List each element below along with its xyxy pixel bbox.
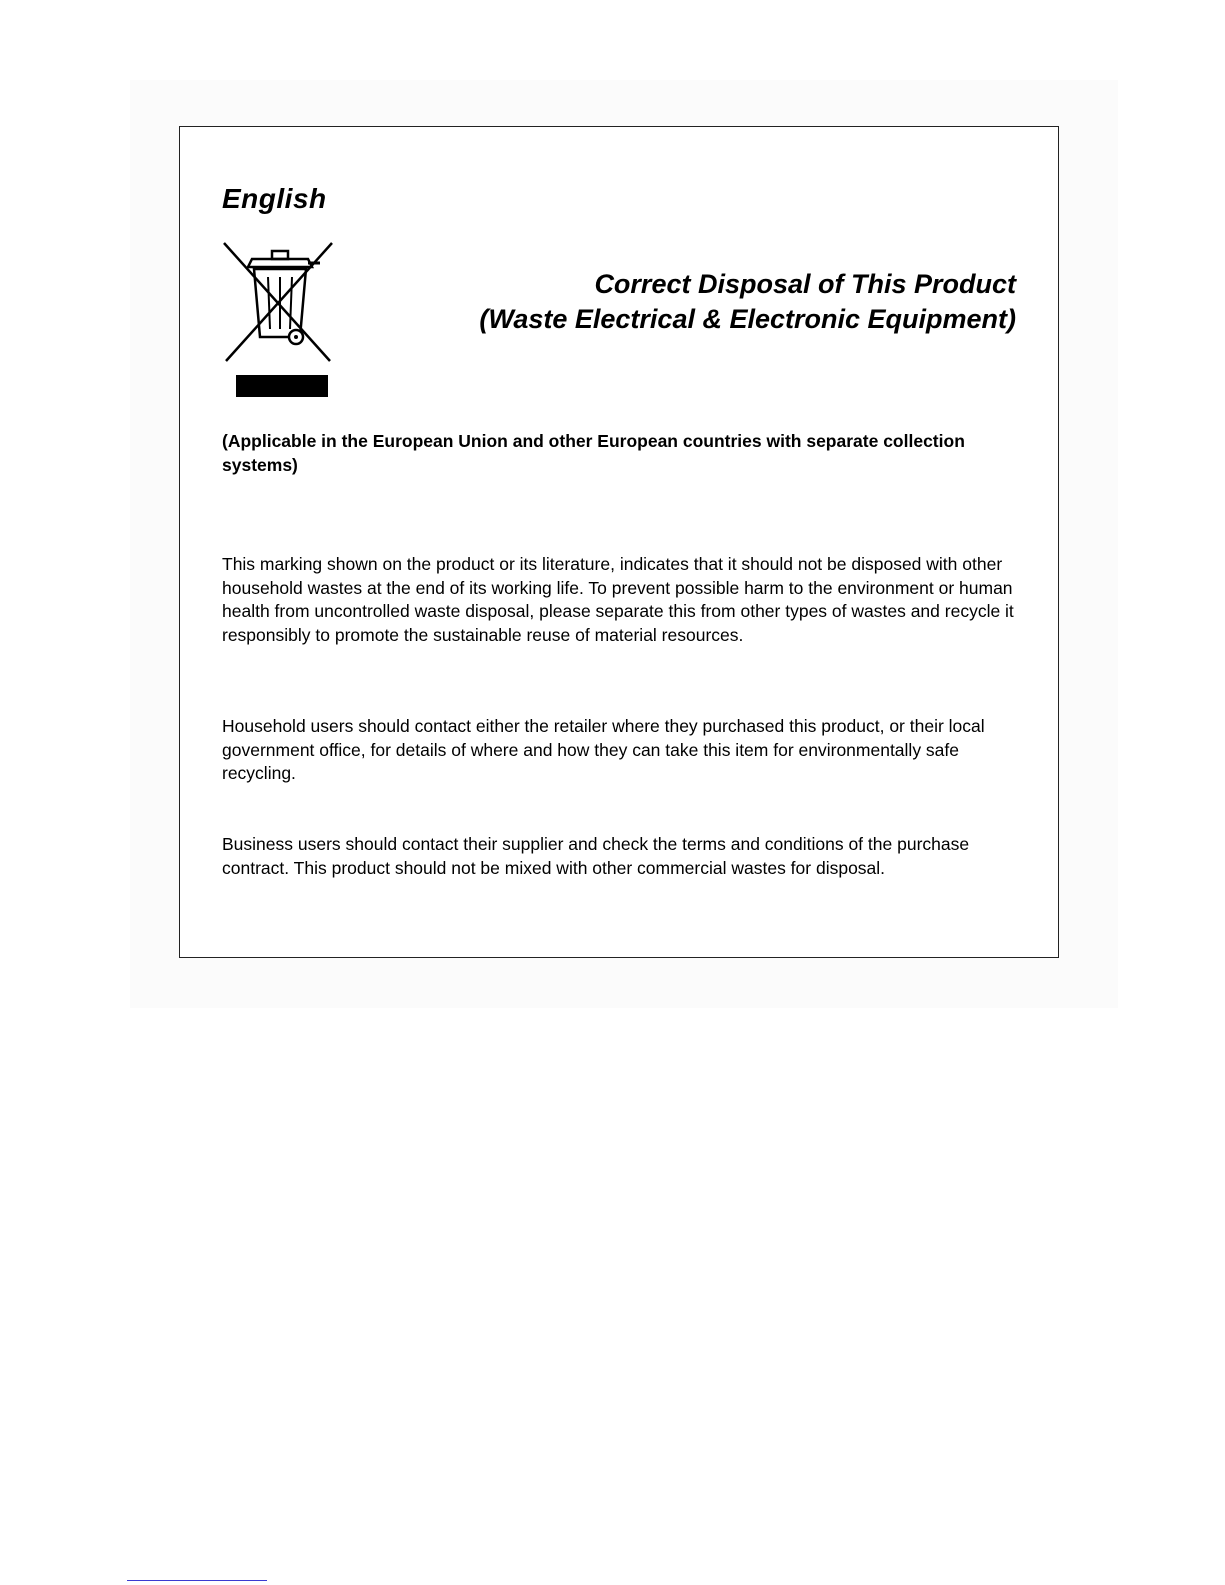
notice-title-line-2: (Waste Electrical & Electronic Equipment) [479,304,1016,334]
crossed-out-wheelie-bin-icon [220,237,340,407]
notice-title [479,267,1016,337]
footer-rule [127,1580,267,1581]
applicability-note: (Applicable in the European Union and other European countries with separate collection systems) [222,431,965,475]
disposal-paragraph: This marking shown on the product or its literature, indicates that it should not be disposed with other household wastes at the end of its working life. To prevent possible harm to the environment or human health from uncontrolled waste disposal, please separate this from other types of wastes and recycle it responsibly to promote the sustainable reuse of material resources. [222,554,1014,645]
business-users-paragraph: Business users should contact their supplier and check the terms and conditions of the purchase contract. This product should not be mixed with other commercial wastes for disposal. [222,834,970,878]
weee-notice-box [179,126,1059,958]
language-heading: English [222,183,327,214]
household-users-paragraph: Household users should contact either the retailer where they purchased this product, or their local government office, for details of where and how they can take this item for environmentally safe recycling. [222,716,985,783]
notice-title-line-1: Correct Disposal of This Product [594,269,1016,299]
